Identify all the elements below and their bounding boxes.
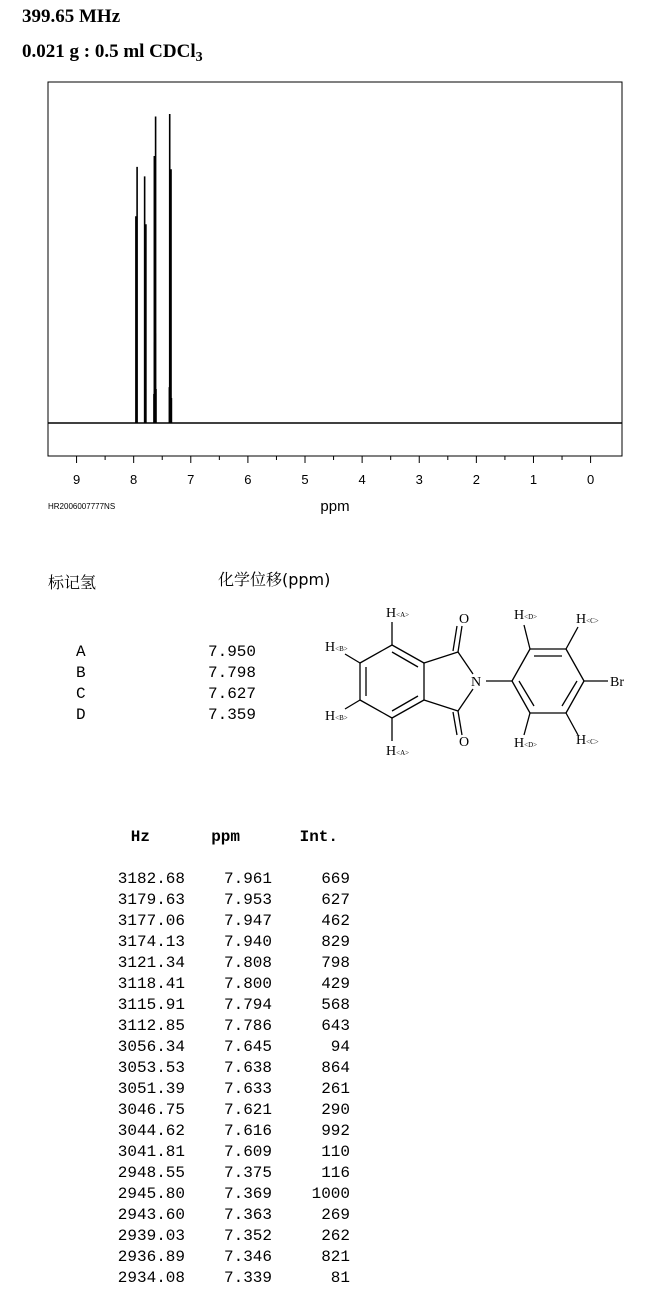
h-letter: H <box>386 606 397 621</box>
h-tag-c: <C> <box>586 738 599 746</box>
sample-text: 0.021 g : 0.5 ml CDCl <box>22 41 196 62</box>
peak-hz: 3182.68 <box>117 870 185 888</box>
peak-int: 992 <box>321 1122 350 1140</box>
peak-ppm: 7.947 <box>223 912 272 930</box>
peak-hz: 3115.91 <box>117 996 185 1014</box>
peak-table-row <box>100 996 350 1017</box>
peak-ppm: 7.953 <box>223 891 272 909</box>
h-atom-label <box>514 608 537 623</box>
h-tag-d: <D> <box>524 613 538 621</box>
peak-hz: 2943.60 <box>117 1206 185 1224</box>
h-atom-label <box>576 733 599 748</box>
peak-hz: 3041.81 <box>117 1143 185 1161</box>
peak-ppm: 7.609 <box>223 1143 272 1161</box>
peak-table-header-hz: Hz <box>130 828 150 846</box>
spectrum-id: HR2006007777NS <box>48 502 116 511</box>
peak-hz: 2934.08 <box>117 1269 185 1287</box>
peak-hz: 3177.06 <box>117 912 185 930</box>
assignment-shift: 7.950 <box>207 643 256 661</box>
peak-table-row <box>100 1059 350 1080</box>
peak-table-row <box>100 1080 350 1101</box>
h-atom-label <box>325 640 348 655</box>
peak-table-row <box>100 1269 350 1290</box>
h-tag-d: <D> <box>524 741 538 749</box>
peak-int: 821 <box>321 1248 350 1266</box>
peak-hz: 3179.63 <box>117 891 185 909</box>
assignment-label: A <box>76 643 86 661</box>
x-tick-label: 7 <box>187 472 195 487</box>
peak-hz: 3112.85 <box>117 1017 185 1035</box>
peak-table-row <box>100 1038 350 1059</box>
assignment-label: C <box>76 685 86 703</box>
oxygen-atom-label: O <box>459 735 470 750</box>
h-letter: H <box>386 744 397 759</box>
peak-hz: 2936.89 <box>117 1248 185 1266</box>
h-tag-c: <C> <box>586 617 599 625</box>
peak-hz: 2939.03 <box>117 1227 185 1245</box>
peak-int: 269 <box>321 1206 350 1224</box>
peak-table-row <box>100 1101 350 1122</box>
peak-int: 94 <box>330 1038 350 1056</box>
x-tick-label: 2 <box>472 472 480 487</box>
peak-table-row <box>100 870 350 891</box>
peak-ppm: 7.633 <box>223 1080 272 1098</box>
x-tick-label: 8 <box>130 472 138 487</box>
assignment-shift: 7.627 <box>207 685 256 703</box>
peak-hz: 3051.39 <box>117 1080 185 1098</box>
h-atom-label <box>386 606 409 621</box>
peak-int: 262 <box>321 1227 350 1245</box>
molecule-labels <box>325 606 624 759</box>
peak-table-row <box>100 933 350 954</box>
peak-ppm: 7.346 <box>223 1248 272 1266</box>
peak-int: 429 <box>321 975 350 993</box>
assignment-label: D <box>76 706 86 724</box>
peak-table-header-int: Int. <box>299 828 338 846</box>
peak-int: 116 <box>321 1164 350 1182</box>
peak-hz: 2948.55 <box>117 1164 185 1182</box>
assignment-shift: 7.798 <box>207 664 256 682</box>
peak-table-row <box>100 1122 350 1143</box>
oxygen-atom-label: O <box>459 612 470 627</box>
peak-ppm: 7.352 <box>223 1227 272 1245</box>
peak-hz: 3053.53 <box>117 1059 185 1077</box>
peak-int: 568 <box>321 996 350 1014</box>
peak-ppm: 7.369 <box>223 1185 272 1203</box>
peak-table-row <box>100 1185 350 1206</box>
x-axis-label: ppm <box>320 498 350 515</box>
peak-hz: 3174.13 <box>117 933 185 951</box>
h-atom-label <box>514 736 537 751</box>
peak-hz: 3044.62 <box>117 1122 185 1140</box>
spectrometer-frequency: 399.65 MHz <box>22 6 121 27</box>
peak-int: 261 <box>321 1080 350 1098</box>
assignment-shift-header: 化学位移(ppm) <box>218 570 331 589</box>
peak-table-row <box>100 1227 350 1248</box>
peak-hz: 2945.80 <box>117 1185 185 1203</box>
nitrogen-atom-label: N <box>471 675 482 690</box>
h-tag-b: <B> <box>335 645 348 653</box>
peak-int: 669 <box>321 870 350 888</box>
assignment-label-header: 标记氢 <box>48 573 97 592</box>
peak-ppm: 7.645 <box>223 1038 272 1056</box>
peak-int: 798 <box>321 954 350 972</box>
peak-hz: 3046.75 <box>117 1101 185 1119</box>
h-letter: H <box>514 608 525 623</box>
peak-ppm: 7.638 <box>223 1059 272 1077</box>
h-tag-a: <A> <box>396 749 410 757</box>
peak-ppm: 7.616 <box>223 1122 272 1140</box>
peak-ppm: 7.808 <box>223 954 272 972</box>
h-letter: H <box>576 612 587 627</box>
h-tag-a: <A> <box>396 611 410 619</box>
peak-table-row <box>100 1248 350 1269</box>
h-letter: H <box>325 640 336 655</box>
x-tick-label: 6 <box>244 472 252 487</box>
peak-ppm: 7.375 <box>223 1164 272 1182</box>
peak-table-row <box>100 1206 350 1227</box>
peak-table-header-ppm: ppm <box>211 828 240 846</box>
h-letter: H <box>576 733 587 748</box>
peak-ppm: 7.794 <box>223 996 272 1014</box>
peak-int: 110 <box>321 1143 350 1161</box>
peak-table-row <box>100 954 350 975</box>
peak-int: 81 <box>330 1269 350 1287</box>
peak-int: 462 <box>321 912 350 930</box>
h-letter: H <box>514 736 525 751</box>
peak-hz: 3121.34 <box>117 954 185 972</box>
sample-subscript: 3 <box>195 50 203 65</box>
peak-table-row <box>100 1017 350 1038</box>
assignment-shift: 7.359 <box>207 706 256 724</box>
x-tick-label: 5 <box>301 472 309 487</box>
peak-table-row <box>100 1143 350 1164</box>
x-tick-label: 4 <box>358 472 366 487</box>
peak-int: 829 <box>321 933 350 951</box>
x-tick-label: 0 <box>586 472 595 487</box>
peak-ppm: 7.786 <box>223 1017 272 1035</box>
peak-ppm: 7.800 <box>223 975 272 993</box>
peak-ppm: 7.961 <box>223 870 272 888</box>
assignment-label: B <box>76 664 86 682</box>
h-letter: H <box>325 709 336 724</box>
peak-ppm: 7.339 <box>223 1269 272 1287</box>
h-atom-label <box>325 709 348 724</box>
peak-hz: 3056.34 <box>117 1038 185 1056</box>
peak-table-row <box>100 912 350 933</box>
peak-table-row <box>100 975 350 996</box>
peak-ppm: 7.940 <box>223 933 272 951</box>
peak-hz: 3118.41 <box>117 975 185 993</box>
peak-int: 864 <box>321 1059 350 1077</box>
peak-ppm: 7.363 <box>223 1206 272 1224</box>
peak-int: 1000 <box>311 1185 350 1203</box>
bromine-atom-label: Br <box>610 675 624 690</box>
peak-table-row <box>100 1164 350 1185</box>
x-tick-label: 9 <box>72 472 81 487</box>
peak-ppm: 7.621 <box>223 1101 272 1119</box>
h-tag-b: <B> <box>335 714 348 722</box>
peak-table-row <box>100 891 350 912</box>
x-tick-label: 3 <box>415 472 423 487</box>
peak-int: 627 <box>321 891 350 909</box>
peak-int: 290 <box>321 1101 350 1119</box>
x-tick-label: 1 <box>529 472 538 487</box>
h-atom-label <box>386 744 409 759</box>
peak-int: 643 <box>321 1017 350 1035</box>
h-atom-label <box>576 612 599 627</box>
